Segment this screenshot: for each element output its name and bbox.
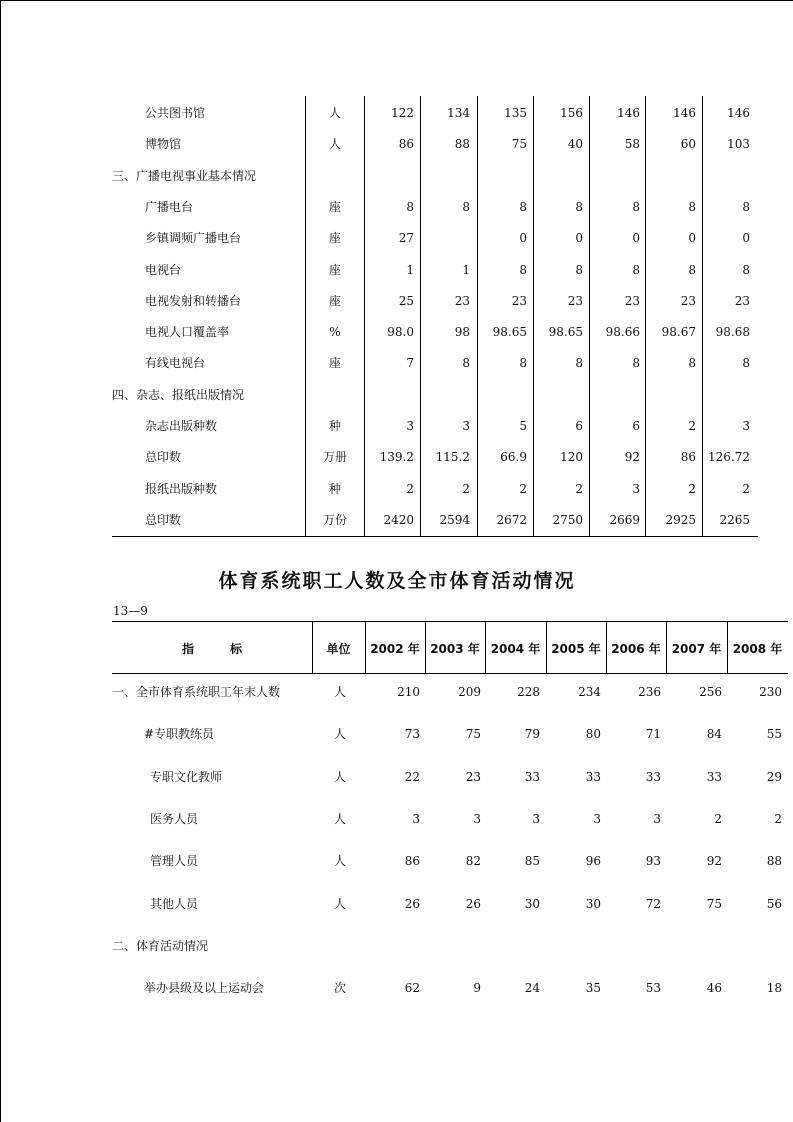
cell-value: 26	[404, 896, 420, 911]
cell-value: 33	[706, 769, 722, 784]
column-header-2008: 2008 年	[732, 642, 783, 656]
cell-value: 8	[575, 356, 583, 371]
page-title: 体育系统职工人数及全市体育活动情况	[218, 570, 576, 592]
row-label: 电视台	[145, 262, 182, 277]
cell-value: 27	[398, 231, 414, 246]
table-top-border	[112, 621, 788, 622]
cell-value: 8	[742, 262, 750, 277]
cell-value: 0	[688, 231, 696, 246]
cell-value: 2	[774, 811, 782, 826]
cell-value: 86	[680, 450, 696, 465]
row-label: 乡镇调频广播电台	[145, 231, 242, 246]
cell-value: 58	[624, 137, 640, 152]
cell-value: 88	[766, 854, 782, 869]
cell-value: 46	[706, 981, 722, 996]
cell-value: 84	[706, 727, 722, 742]
table-row	[112, 440, 757, 471]
cell-value: 55	[766, 727, 782, 742]
cell-value: 139.2	[379, 450, 414, 465]
column-header-2002: 2002 年	[370, 642, 420, 656]
table-bottom-border	[112, 536, 758, 537]
cell-value: 0	[519, 231, 527, 246]
row-label: 广播电台	[145, 199, 194, 214]
cell-value: 79	[524, 727, 540, 742]
cell-value: 26	[465, 896, 481, 911]
cell-value: 3	[653, 811, 661, 826]
column-header-2006: 2006 年	[611, 642, 661, 656]
cell-value: 146	[727, 106, 750, 120]
cell-value: 98.65	[548, 325, 583, 340]
row-unit: 人	[333, 727, 346, 742]
column-header-unit: 单位	[326, 642, 351, 656]
table-row	[112, 190, 757, 221]
cell-value: 0	[575, 231, 583, 246]
row-label: 公共图书馆	[145, 106, 206, 120]
page-border-top	[0, 0, 793, 1]
cell-value: 24	[524, 981, 540, 996]
cell-value: 33	[524, 769, 540, 784]
cell-value: 3	[532, 811, 540, 826]
table-row	[112, 472, 757, 503]
cell-value: 103	[727, 137, 750, 152]
cell-value: 2	[688, 481, 696, 496]
cell-value: 3	[462, 419, 470, 433]
cell-value: 3	[632, 481, 640, 496]
row-unit: 人	[333, 769, 346, 784]
table-row	[112, 378, 757, 409]
column-header-2007: 2007 年	[671, 642, 722, 656]
cell-value: 2	[406, 481, 414, 496]
row-label: 电视人口覆盖率	[145, 325, 230, 340]
cell-value: 2750	[552, 512, 583, 527]
cell-value: 23	[567, 293, 583, 308]
cell-value: 8	[632, 199, 640, 214]
row-unit: %	[329, 325, 341, 340]
table-row	[112, 409, 757, 440]
table-divider	[702, 96, 703, 537]
table-row	[112, 969, 788, 1011]
cell-value: 33	[585, 769, 601, 784]
cell-value: 23	[465, 769, 481, 784]
cell-value: 146	[673, 106, 696, 120]
cell-value: 2	[688, 419, 696, 433]
cell-value: 60	[680, 137, 696, 152]
table-row	[112, 96, 757, 127]
page-border-left	[0, 0, 1, 1122]
table-row	[112, 885, 788, 927]
cell-value: 75	[465, 727, 481, 742]
cell-value: 23	[454, 293, 470, 308]
cell-value: 98	[454, 325, 470, 340]
cell-value: 56	[766, 896, 782, 911]
cell-value: 93	[645, 854, 661, 869]
cell-value: 8	[575, 199, 583, 214]
cell-value: 30	[524, 896, 540, 911]
table-number: 13—9	[113, 604, 148, 618]
cell-value: 2669	[609, 512, 640, 527]
cell-value: 23	[511, 293, 527, 308]
cell-value: 85	[524, 854, 540, 869]
row-unit: 座	[328, 356, 341, 371]
cell-value: 2	[742, 481, 750, 496]
column-header-2003: 2003 年	[430, 642, 480, 656]
cell-value: 30	[585, 896, 601, 911]
cell-value: 23	[680, 293, 696, 308]
cell-value: 156	[560, 106, 583, 120]
cell-value: 8	[688, 356, 696, 371]
row-unit: 种	[328, 481, 341, 496]
cell-value: 1	[406, 262, 414, 277]
row-label: 电视发射和转播台	[145, 293, 242, 308]
table-divider	[420, 96, 421, 537]
cell-value: 2265	[719, 512, 750, 527]
row-label: 举办县级及以上运动会	[144, 981, 265, 996]
cell-value: 66.9	[500, 450, 527, 465]
row-unit: 座	[328, 262, 341, 277]
table-row	[112, 253, 757, 284]
row-unit: 人	[328, 137, 341, 152]
cell-value: 2	[714, 811, 722, 826]
cell-value: 98.68	[715, 325, 750, 340]
cell-value: 8	[575, 262, 583, 277]
table-row	[112, 315, 757, 346]
cell-value: 53	[645, 981, 661, 996]
cell-value: 3	[406, 419, 414, 433]
column-header-2005: 2005 年	[551, 642, 601, 656]
table-row	[112, 715, 788, 757]
cell-value: 0	[742, 231, 750, 246]
row-unit: 人	[333, 685, 346, 699]
cell-value: 8	[688, 262, 696, 277]
cell-value: 228	[517, 685, 540, 699]
table-row	[112, 221, 757, 252]
cell-value: 234	[578, 685, 601, 699]
table-row	[112, 503, 757, 534]
cell-value: 210	[397, 685, 420, 699]
table-divider	[305, 96, 306, 537]
cell-value: 98.65	[492, 325, 527, 340]
table-row	[112, 927, 788, 969]
cell-value: 146	[617, 106, 640, 120]
cell-value: 209	[458, 685, 481, 699]
row-label: 三、广播电视事业基本情况	[112, 168, 257, 183]
cell-value: 256	[699, 685, 722, 699]
table-divider	[477, 96, 478, 537]
cell-value: 1	[462, 262, 470, 277]
cell-value: 122	[391, 106, 414, 120]
cell-value: 3	[593, 811, 601, 826]
row-unit: 种	[328, 419, 341, 433]
cell-value: 3	[473, 811, 481, 826]
row-unit: 人	[333, 896, 346, 911]
row-unit: 座	[328, 293, 341, 308]
cell-value: 75	[511, 137, 527, 152]
row-unit: 次	[333, 981, 346, 996]
row-unit: 万份	[322, 512, 347, 527]
row-unit: 人	[333, 854, 346, 869]
row-label: 医务人员	[150, 811, 199, 826]
cell-value: 236	[638, 685, 661, 699]
cell-value: 80	[585, 727, 601, 742]
table-row	[112, 346, 757, 377]
cell-value: 230	[759, 685, 782, 699]
cell-value: 86	[404, 854, 420, 869]
row-label: 有线电视台	[145, 356, 206, 371]
row-unit: 座	[328, 231, 341, 246]
table-row	[112, 284, 757, 315]
column-header-indicator: 指 标	[181, 642, 242, 656]
table-divider	[645, 96, 646, 537]
cell-value: 2420	[383, 512, 414, 527]
cell-value: 82	[465, 854, 481, 869]
cell-value: 33	[645, 769, 661, 784]
table-row	[112, 159, 757, 190]
row-label: 杂志出版种数	[145, 419, 218, 433]
cell-value: 8	[462, 199, 470, 214]
cell-value: 8	[519, 356, 527, 371]
row-unit: 座	[328, 199, 341, 214]
cell-value: 18	[766, 981, 782, 996]
cell-value: 115.2	[435, 450, 470, 465]
cell-value: 40	[567, 137, 583, 152]
table-row	[112, 127, 757, 158]
row-label: 报纸出版种数	[145, 481, 218, 496]
table-row	[112, 758, 788, 800]
row-label: 博物馆	[145, 137, 182, 152]
table-row	[112, 800, 788, 842]
row-unit: 人	[328, 106, 341, 120]
cell-value: 8	[519, 199, 527, 214]
cell-value: 2925	[665, 512, 696, 527]
cell-value: 120	[560, 450, 583, 465]
cell-value: 98.67	[661, 325, 696, 340]
row-label: 管理人员	[150, 854, 199, 869]
cell-value: 8	[406, 199, 414, 214]
cell-value: 8	[688, 199, 696, 214]
column-header-2004: 2004 年	[490, 642, 541, 656]
row-unit: 万册	[322, 450, 347, 465]
cell-value: 8	[519, 262, 527, 277]
row-label: 总印数	[145, 450, 182, 465]
cell-value: 22	[404, 769, 420, 784]
cell-value: 98.0	[387, 325, 414, 340]
cell-value: 134	[447, 106, 470, 120]
row-label: 一、全市体育系统职工年末人数	[112, 685, 281, 699]
cell-value: 3	[412, 811, 420, 826]
cell-value: 35	[585, 981, 601, 996]
row-unit: 人	[333, 811, 346, 826]
cell-value: 6	[575, 419, 583, 433]
cell-value: 8	[462, 356, 470, 371]
cell-value: 96	[585, 854, 601, 869]
cell-value: 29	[766, 769, 782, 784]
table-divider	[364, 96, 365, 537]
table-divider	[589, 96, 590, 537]
cell-value: 2	[462, 481, 470, 496]
cell-value: 126.72	[708, 450, 750, 465]
cell-value: 8	[742, 356, 750, 371]
cell-value: 75	[706, 896, 722, 911]
cell-value: 8	[632, 356, 640, 371]
cell-value: 88	[454, 137, 470, 152]
cell-value: 6	[632, 419, 640, 433]
cell-value: 73	[404, 727, 420, 742]
row-label: 其他人员	[150, 896, 199, 911]
row-label: #专职教练员	[144, 727, 215, 742]
cell-value: 5	[519, 419, 527, 433]
cell-value: 3	[742, 419, 750, 433]
cell-value: 2672	[496, 512, 527, 527]
cell-value: 92	[624, 450, 640, 465]
cell-value: 23	[624, 293, 640, 308]
table-divider	[533, 96, 534, 537]
cell-value: 98.66	[605, 325, 640, 340]
cell-value: 2594	[439, 512, 470, 527]
cell-value: 9	[473, 981, 481, 996]
cell-value: 23	[734, 293, 750, 308]
cell-value: 8	[742, 199, 750, 214]
cell-value: 8	[632, 262, 640, 277]
cell-value: 2	[575, 481, 583, 496]
cell-value: 135	[504, 106, 527, 120]
cell-value: 0	[632, 231, 640, 246]
cell-value: 2	[519, 481, 527, 496]
row-label: 总印数	[145, 512, 182, 527]
cell-value: 86	[398, 137, 414, 152]
row-label: 二、体育活动情况	[112, 938, 209, 953]
table-row	[112, 673, 788, 715]
cell-value: 25	[398, 293, 414, 308]
row-label: 专职文化教师	[150, 769, 223, 784]
cell-value: 72	[645, 896, 661, 911]
cell-value: 71	[645, 727, 661, 742]
cell-value: 92	[706, 854, 722, 869]
cell-value: 7	[406, 356, 414, 371]
cell-value: 62	[404, 981, 420, 996]
row-label: 四、杂志、报纸出版情况	[112, 387, 245, 402]
table-row	[112, 842, 788, 884]
